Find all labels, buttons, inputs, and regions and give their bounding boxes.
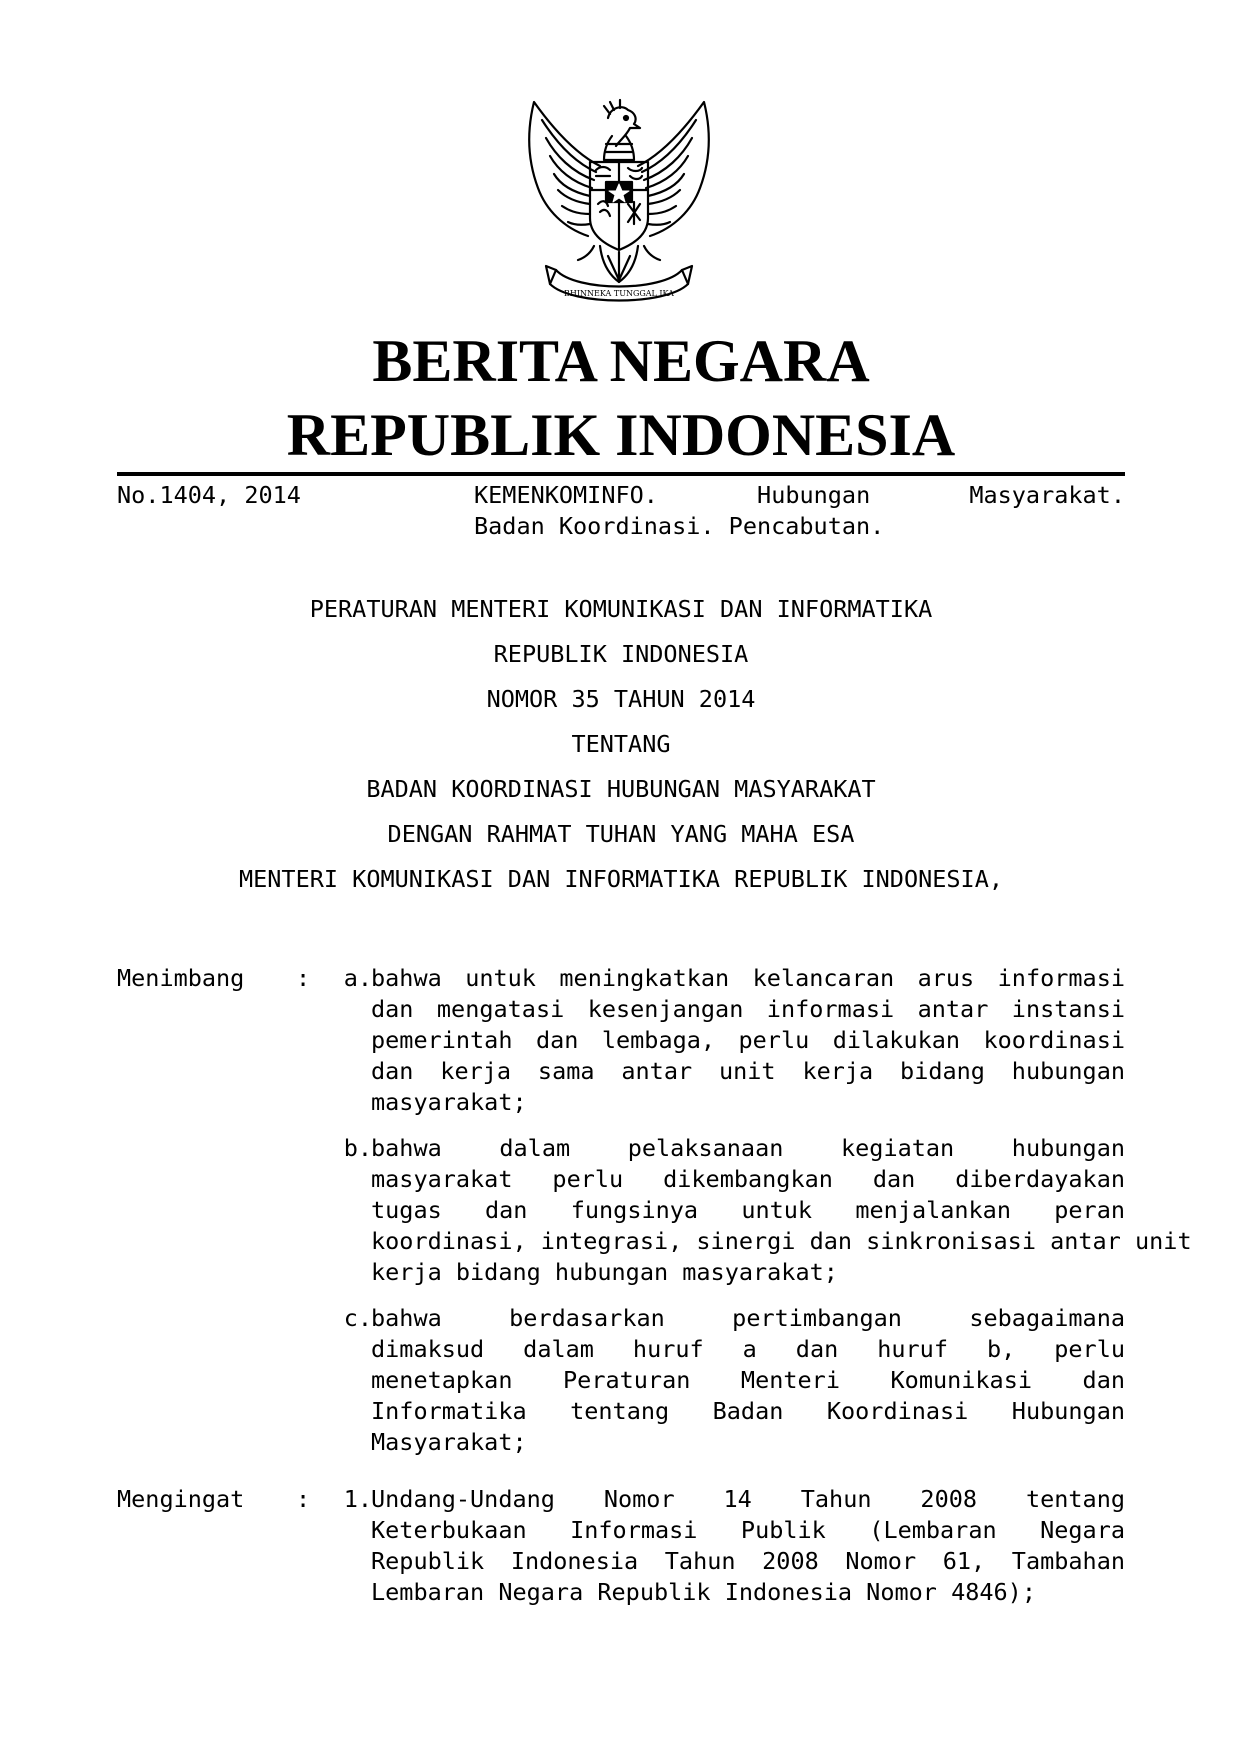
menimbang-clause-c <box>371 1303 1125 1458</box>
garuda-pancasila-emblem-icon <box>516 96 722 308</box>
svg-text:BHINNEKA TUNGGAL IKA: BHINNEKA TUNGGAL IKA <box>564 289 674 298</box>
clause-line: Keterbukaan Informasi Publik (Lembaran Negara <box>371 1516 1125 1544</box>
clause-marker: 1. <box>343 1485 372 1513</box>
clause-marker: a. <box>343 964 372 992</box>
clause-line: bahwa berdasarkan pertimbangan sebagaimana <box>371 1304 1125 1332</box>
regulation-country: REPUBLIK INDONESIA <box>493 640 749 668</box>
clause-line: menetapkan Peraturan Menteri Komunikasi dan <box>371 1366 1125 1394</box>
clause-line: Republik Indonesia Tahun 2008 Nomor 61, Tambahan <box>371 1547 1125 1575</box>
clause-line: dan mengatasi kesenjangan informasi antar instansi <box>371 995 1125 1023</box>
gazette-subject-word: Hubungan <box>757 481 871 509</box>
clause-line: pemerintah dan lembaga, perlu dilakukan koordinasi <box>371 1026 1125 1054</box>
regulation-number: NOMOR 35 TAHUN 2014 <box>486 685 756 713</box>
mengingat-colon: : <box>296 1485 311 1513</box>
clause-marker: c. <box>343 1304 372 1332</box>
regulation-issuer: MENTERI KOMUNIKASI DAN INFORMATIKA REPUBLIK INDONESIA, <box>238 865 1003 893</box>
regulation-about: TENTANG <box>571 730 671 758</box>
clause-line: Masyarakat; <box>371 1428 527 1456</box>
clause-line: bahwa untuk meningkatkan kelancaran arus informasi <box>371 964 1125 992</box>
menimbang-clause-a <box>371 963 1125 1118</box>
regulation-preamble: DENGAN RAHMAT TUHAN YANG MAHA ESA <box>387 820 855 848</box>
clause-line: Informatika tentang Badan Koordinasi Hubungan <box>371 1397 1125 1425</box>
clause-line: masyarakat perlu dikembangkan dan diberdayakan <box>371 1165 1125 1193</box>
clause-marker: b. <box>343 1134 372 1162</box>
clause-line: kerja bidang hubungan masyarakat; <box>371 1258 838 1286</box>
menimbang-label: Menimbang <box>117 964 245 992</box>
masthead-subtitle: REPUBLIK INDONESIA <box>286 402 956 468</box>
clause-line: bahwa dalam pelaksanaan kegiatan hubungan <box>371 1134 1125 1162</box>
gazette-subject-line: Badan Koordinasi. Pencabutan. <box>474 512 885 540</box>
menimbang-colon: : <box>296 964 311 992</box>
gazette-subject-line <box>474 480 1125 511</box>
menimbang-clause-b <box>371 1133 1192 1288</box>
clause-line: koordinasi, integrasi, sinergi dan sinkronisasi antar unit <box>371 1227 1192 1255</box>
clause-line: Undang-Undang Nomor 14 Tahun 2008 tentang <box>371 1485 1125 1513</box>
gazette-subject-word: Masyarakat. <box>969 481 1125 509</box>
gazette-subject-word: KEMENKOMINFO. <box>474 481 658 509</box>
clause-line: Lembaran Negara Republik Indonesia Nomor 4846); <box>371 1578 1036 1606</box>
mengingat-label: Mengingat <box>117 1485 245 1513</box>
regulation-subject: BADAN KOORDINASI HUBUNGAN MASYARAKAT <box>366 775 876 803</box>
masthead-divider <box>117 472 1125 476</box>
gazette-number: No.1404, 2014 <box>117 481 301 509</box>
clause-line: tugas dan fungsinya untuk menjalankan peran <box>371 1196 1125 1224</box>
clause-line: dimaksud dalam huruf a dan huruf b, perlu <box>371 1335 1125 1363</box>
masthead-title: BERITA NEGARA <box>372 328 870 394</box>
clause-line: masyarakat; <box>371 1088 527 1116</box>
regulation-title: PERATURAN MENTERI KOMUNIKASI DAN INFORMATIKA <box>309 595 933 623</box>
mengingat-clause-1 <box>371 1484 1125 1608</box>
clause-line: dan kerja sama antar unit kerja bidang hubungan <box>371 1057 1125 1085</box>
